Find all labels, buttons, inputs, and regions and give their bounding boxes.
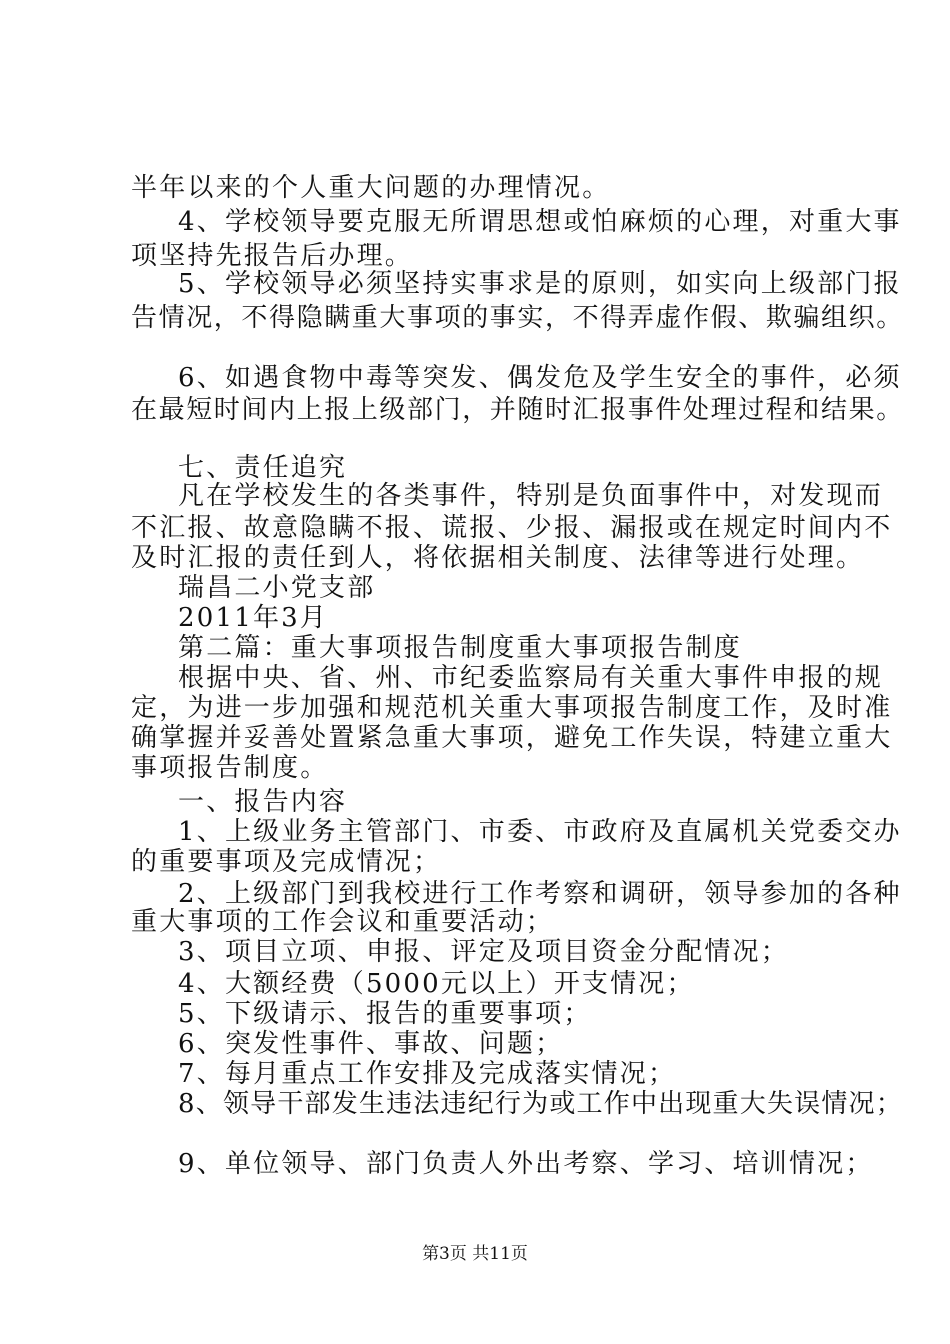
text-line-6: 6、如遇食物中毒等突发、偶发危及学生安全的事件，必须	[178, 363, 902, 393]
signature-date: 2011年3月	[178, 603, 329, 633]
list-item-7: 7、每月重点工作安排及完成落实情况；	[178, 1059, 677, 1089]
text-line-1: 半年以来的个人重大问题的办理情况。	[131, 173, 611, 203]
text-line-18: 事项报告制度。	[131, 753, 329, 783]
text-line-3: 项坚持先报告后办理。	[131, 241, 414, 271]
text-line-20: 1、上级业务主管部门、市委、市政府及直属机关党委交办	[178, 817, 902, 847]
text-line-11: 及时汇报的责任到人，将依据相关制度、法律等进行处理。	[131, 543, 865, 573]
text-line-23: 重大事项的工作会议和重要活动；	[131, 907, 555, 937]
page-footer: 第3页 共11页	[422, 1244, 528, 1264]
text-line-21: 的重要事项及完成情况；	[131, 847, 442, 877]
text-line-4: 5、学校领导必须坚持实事求是的原则，如实向上级部门报	[178, 269, 902, 299]
list-item-3: 3、项目立项、申报、评定及项目资金分配情况；	[178, 937, 789, 967]
section-heading-7: 七、责任追究	[178, 453, 348, 483]
list-item-8: 8、领导干部发生违法违纪行为或工作中出现重大失误情况；	[178, 1089, 903, 1119]
list-item-9: 9、单位领导、部门负责人外出考察、学习、培训情况；	[178, 1149, 874, 1179]
text-line-16: 定，为进一步加强和规范机关重大事项报告制度工作，及时准	[131, 693, 893, 723]
text-line-10: 不汇报、故意隐瞒不报、谎报、少报、漏报或在规定时间内不	[131, 513, 893, 543]
list-item-5: 5、下级请示、报告的重要事项；	[178, 999, 592, 1029]
text-line-22: 2、上级部门到我校进行工作考察和调研，领导参加的各种	[178, 879, 902, 909]
text-line-15: 根据中央、省、州、市纪委监察局有关重大事件申报的规	[178, 663, 884, 693]
chapter-title: 第二篇：重大事项报告制度重大事项报告制度	[178, 633, 743, 663]
list-item-6: 6、突发性事件、事故、问题；	[178, 1029, 564, 1059]
text-line-5: 告情况，不得隐瞒重大事项的事实，不得弄虚作假、欺骗组织。	[131, 303, 904, 333]
list-item-4: 4、大额经费（5000元以上）开支情况；	[178, 969, 695, 999]
signature-org: 瑞昌二小党支部	[178, 573, 376, 603]
text-line-2: 4、学校领导要克服无所谓思想或怕麻烦的心理，对重大事	[178, 207, 902, 237]
text-line-9: 凡在学校发生的各类事件，特别是负面事件中，对发现而	[178, 481, 884, 511]
section-heading-1: 一、报告内容	[178, 787, 348, 817]
text-line-7: 在最短时间内上报上级部门，并随时汇报事件处理过程和结果。	[131, 395, 904, 425]
text-line-17: 确掌握并妥善处置紧急重大事项，避免工作失误，特建立重大	[131, 723, 893, 753]
